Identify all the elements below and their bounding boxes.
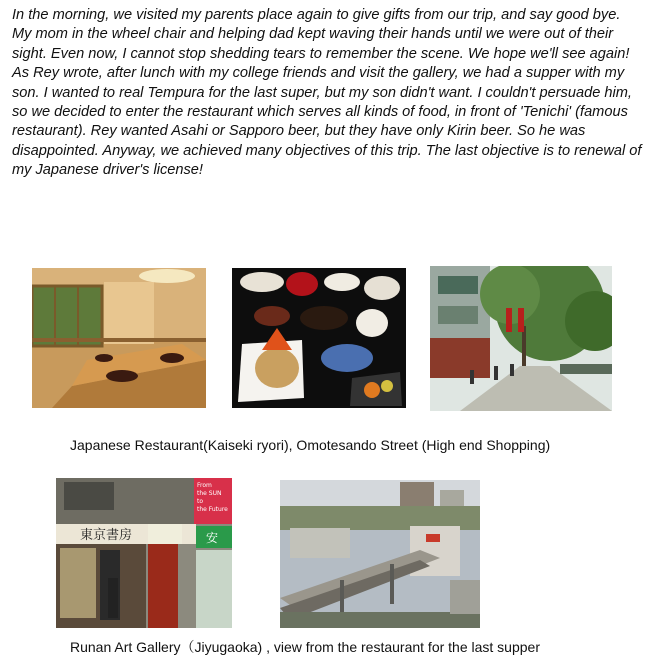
caption-row-2: Runan Art Gallery（Jiyugaoka) , view from the restaurant for the last supper: [70, 639, 540, 655]
green-sign-text: 安: [206, 531, 219, 545]
kaiseki-food-photo: [232, 268, 406, 408]
restaurant-view-photo: [280, 480, 480, 628]
caption-row-1: Japanese Restaurant(Kaiseki ryori), Omotesando Street (High end Shopping): [70, 437, 551, 453]
trip-paragraph: In the morning, we visited my parents place again to give gifts from our trip, and say good bye. My mom in the wheel chair and helping dad kept waving their hands until we were out of their sight. Even now, I cannot stop shedding tears to remember the scene. We hope we'll see again! As Rey wrote, after lunch with my college friends and visit the gallery, we had a supper with my son. I wanted to real Tempura for the last super, but my son didn't want. I couldn't persuade him, so we decided to enter the restaurant which serves all kinds of food, in front of 'Tenichi' (famous restaurant). Rey wanted Asahi or Sapporo beer, but they have only Kirin beer. So he was disappointed. Anyway, we achieved many objectives of this trip. The last objective is to renewal of my Japanese driver's license!: [12, 7, 642, 179]
poster-text-4: the Future: [197, 506, 228, 513]
shop-sign-text: 東京書房: [80, 528, 133, 543]
poster-text-1: From: [197, 482, 212, 489]
restaurant-room-photo: [32, 268, 206, 408]
poster-text-2: the SUN: [197, 490, 222, 497]
omotesando-street-photo: [430, 266, 612, 411]
art-gallery-storefront-photo: [56, 478, 232, 628]
poster-text-3: to: [197, 498, 204, 505]
